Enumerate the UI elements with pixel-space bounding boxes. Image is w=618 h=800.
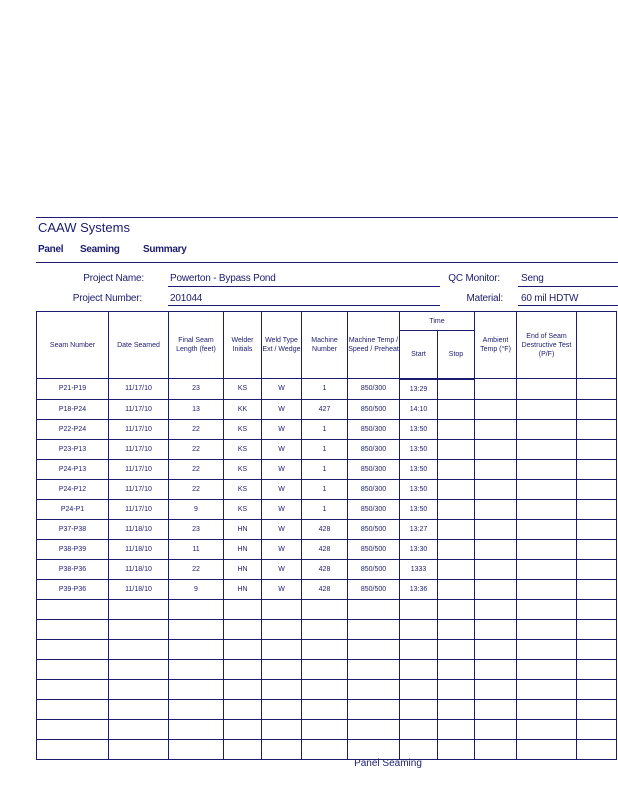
table-cell — [37, 659, 109, 679]
table-cell — [475, 379, 517, 400]
footer-label: Panel Seaming — [354, 758, 422, 769]
table-cell — [475, 519, 517, 539]
table-cell: 850/500 — [348, 399, 400, 419]
project-number-value: 201044 — [170, 293, 203, 304]
table-cell — [438, 479, 475, 499]
table-cell: KS — [224, 379, 262, 400]
table-cell — [37, 619, 109, 639]
table-cell — [517, 619, 577, 639]
table-cell: W — [262, 519, 302, 539]
table-cell — [517, 539, 577, 559]
table-cell — [109, 699, 169, 719]
table-cell — [262, 739, 302, 759]
table-cell — [262, 699, 302, 719]
table-cell — [109, 639, 169, 659]
table-cell: 23 — [169, 519, 224, 539]
table-cell: KK — [224, 399, 262, 419]
field-underline — [518, 305, 618, 306]
table-row — [37, 739, 617, 759]
table-cell — [517, 579, 577, 599]
header-empty — [577, 312, 617, 379]
table-cell — [400, 679, 438, 699]
table-cell — [577, 579, 617, 599]
project-name-label: Project Name: — [83, 273, 144, 284]
table-cell — [517, 699, 577, 719]
table-cell — [577, 419, 617, 439]
table-cell: KS — [224, 439, 262, 459]
table-cell: W — [262, 399, 302, 419]
table-cell — [438, 639, 475, 659]
table-cell: 1 — [302, 459, 348, 479]
table-cell — [517, 719, 577, 739]
table-cell: P22-P24 — [37, 419, 109, 439]
table-cell: 13 — [169, 399, 224, 419]
table-cell: 11/17/10 — [109, 459, 169, 479]
project-number-label: Project Number: — [72, 293, 142, 304]
table-cell — [577, 739, 617, 759]
table-cell: W — [262, 539, 302, 559]
report-subtitle — [38, 244, 186, 255]
table-cell — [475, 599, 517, 619]
table-cell: P23-P13 — [37, 439, 109, 459]
table-cell: 1 — [302, 479, 348, 499]
table-cell — [475, 739, 517, 759]
table-cell — [302, 719, 348, 739]
table-cell — [348, 699, 400, 719]
header-length: Final Seam Length (feet) — [169, 312, 224, 379]
table-cell: 13:29 — [400, 379, 438, 400]
table-cell — [109, 599, 169, 619]
table-row — [37, 479, 617, 499]
project-name-value: Powerton - Bypass Pond — [170, 273, 276, 284]
table-cell — [262, 599, 302, 619]
table-cell — [438, 519, 475, 539]
table-cell: 11/17/10 — [109, 499, 169, 519]
table-cell — [169, 619, 224, 639]
table-cell — [169, 639, 224, 659]
table-cell: HN — [224, 579, 262, 599]
table-cell — [400, 639, 438, 659]
table-cell: 850/300 — [348, 479, 400, 499]
qc-monitor-value: Seng — [521, 273, 544, 284]
header-start: Start — [400, 331, 438, 379]
table-cell — [438, 679, 475, 699]
table-cell — [348, 719, 400, 739]
table-cell — [37, 739, 109, 759]
table-cell — [577, 479, 617, 499]
table-cell — [262, 719, 302, 739]
table-cell: 850/300 — [348, 459, 400, 479]
table-cell — [302, 599, 348, 619]
table-cell — [577, 699, 617, 719]
table-cell — [262, 619, 302, 639]
table-cell: 1 — [302, 379, 348, 400]
table-cell: HN — [224, 539, 262, 559]
table-cell: HN — [224, 519, 262, 539]
table-cell: P21-P19 — [37, 379, 109, 400]
table-cell: 13:27 — [400, 519, 438, 539]
material-label: Material: — [466, 293, 503, 304]
subtitle-word: Panel — [38, 244, 64, 255]
table-cell — [224, 619, 262, 639]
table-cell — [438, 439, 475, 459]
table-cell: 13:50 — [400, 419, 438, 439]
table-cell: 11/18/10 — [109, 559, 169, 579]
table-row — [37, 519, 617, 539]
table-cell — [577, 539, 617, 559]
table-cell — [438, 539, 475, 559]
table-cell: 428 — [302, 539, 348, 559]
table-cell: 850/300 — [348, 499, 400, 519]
table-row — [37, 599, 617, 619]
table-cell — [224, 599, 262, 619]
table-cell: 22 — [169, 419, 224, 439]
table-cell — [577, 499, 617, 519]
table-row — [37, 579, 617, 599]
table-cell: 13:50 — [400, 439, 438, 459]
table-cell — [400, 699, 438, 719]
table-row — [37, 459, 617, 479]
table-cell — [224, 639, 262, 659]
table-cell — [475, 659, 517, 679]
table-cell — [262, 639, 302, 659]
table-cell: 9 — [169, 579, 224, 599]
table-cell — [577, 679, 617, 699]
table-cell: 850/500 — [348, 519, 400, 539]
header-seam-number: Seam Number — [37, 312, 109, 379]
table-cell — [438, 419, 475, 439]
table-cell — [438, 579, 475, 599]
seaming-table — [36, 311, 617, 760]
company-name: CAAW Systems — [38, 220, 130, 235]
table-cell — [517, 519, 577, 539]
table-cell: P24-P12 — [37, 479, 109, 499]
material-value: 60 mil HDTW — [521, 293, 579, 304]
table-cell: P38-P39 — [37, 539, 109, 559]
table-cell — [224, 659, 262, 679]
table-row — [37, 499, 617, 519]
table-row — [37, 699, 617, 719]
table-cell — [475, 619, 517, 639]
table-cell: 850/500 — [348, 539, 400, 559]
table-cell — [348, 739, 400, 759]
table-cell — [438, 599, 475, 619]
table-cell — [517, 499, 577, 519]
table-cell — [109, 719, 169, 739]
table-cell: 22 — [169, 479, 224, 499]
table-cell: KS — [224, 499, 262, 519]
table-cell: KS — [224, 459, 262, 479]
header-time: Time — [400, 312, 475, 331]
table-cell — [577, 559, 617, 579]
table-cell — [517, 599, 577, 619]
table-cell: 428 — [302, 579, 348, 599]
table-cell — [475, 699, 517, 719]
table-cell — [577, 459, 617, 479]
table-cell — [475, 459, 517, 479]
table-row — [37, 439, 617, 459]
table-cell — [400, 619, 438, 639]
table-cell: 13:50 — [400, 459, 438, 479]
table-cell — [109, 659, 169, 679]
table-cell — [224, 679, 262, 699]
table-cell — [475, 559, 517, 579]
header-machine-number: Machine Number — [302, 312, 348, 379]
table-cell — [438, 379, 475, 400]
table-row — [37, 619, 617, 639]
table-cell: W — [262, 579, 302, 599]
table-cell: 850/300 — [348, 439, 400, 459]
table-cell: 11/17/10 — [109, 419, 169, 439]
table-cell — [517, 559, 577, 579]
table-cell — [262, 679, 302, 699]
table-cell: 850/500 — [348, 579, 400, 599]
table-cell: 1 — [302, 499, 348, 519]
table-cell: 22 — [169, 459, 224, 479]
table-cell — [475, 579, 517, 599]
table-cell — [438, 499, 475, 519]
table-cell — [438, 719, 475, 739]
table-cell — [475, 539, 517, 559]
table-cell: W — [262, 419, 302, 439]
table-cell: 13:36 — [400, 579, 438, 599]
table-cell — [302, 679, 348, 699]
table-cell: 850/300 — [348, 419, 400, 439]
table-cell — [517, 659, 577, 679]
header-date: Date Seamed — [109, 312, 169, 379]
table-cell: 22 — [169, 439, 224, 459]
table-cell: 428 — [302, 559, 348, 579]
top-rule — [36, 217, 618, 218]
table-cell — [400, 739, 438, 759]
table-cell: 427 — [302, 399, 348, 419]
table-cell — [169, 659, 224, 679]
table-cell — [109, 739, 169, 759]
table-cell — [517, 419, 577, 439]
table-cell — [109, 619, 169, 639]
table-cell — [475, 399, 517, 419]
table-cell: 1 — [302, 419, 348, 439]
table-cell — [577, 439, 617, 459]
table-cell — [517, 399, 577, 419]
table-cell — [438, 459, 475, 479]
table-row — [37, 659, 617, 679]
table-cell: 850/500 — [348, 559, 400, 579]
table-cell: 22 — [169, 559, 224, 579]
table-cell — [348, 639, 400, 659]
table-cell: 13:50 — [400, 499, 438, 519]
table-cell — [169, 739, 224, 759]
table-cell — [475, 679, 517, 699]
table-cell: KS — [224, 419, 262, 439]
table-cell — [577, 519, 617, 539]
table-cell — [475, 479, 517, 499]
table-cell — [438, 699, 475, 719]
table-cell: W — [262, 479, 302, 499]
table-cell: 13:50 — [400, 479, 438, 499]
table-cell: W — [262, 499, 302, 519]
table-cell: 13:30 — [400, 539, 438, 559]
table-row — [37, 679, 617, 699]
table-cell — [517, 459, 577, 479]
table-cell — [37, 599, 109, 619]
table-cell: 11/17/10 — [109, 439, 169, 459]
qc-monitor-label: QC Monitor: — [448, 273, 500, 284]
table-row — [37, 719, 617, 739]
table-cell — [169, 719, 224, 739]
table-cell — [517, 479, 577, 499]
table-cell: HN — [224, 559, 262, 579]
table-cell: 11/18/10 — [109, 539, 169, 559]
table-cell — [517, 639, 577, 659]
header-ambient: Ambient Temp (°F) — [475, 312, 517, 379]
table-cell: P38-P36 — [37, 559, 109, 579]
table-cell: P18-P24 — [37, 399, 109, 419]
table-row — [37, 419, 617, 439]
table-cell — [475, 419, 517, 439]
table-cell: 11/18/10 — [109, 519, 169, 539]
table-cell — [517, 739, 577, 759]
table-cell — [302, 619, 348, 639]
table-cell — [302, 659, 348, 679]
table-cell — [577, 619, 617, 639]
table-cell: 850/300 — [348, 379, 400, 400]
table-cell: 11/17/10 — [109, 399, 169, 419]
table-cell — [37, 699, 109, 719]
table-cell — [577, 659, 617, 679]
table-cell — [475, 499, 517, 519]
table-cell — [348, 599, 400, 619]
table-cell: 1 — [302, 439, 348, 459]
table-cell: 23 — [169, 379, 224, 400]
table-cell — [348, 619, 400, 639]
table-cell — [37, 639, 109, 659]
table-cell — [438, 619, 475, 639]
table-cell — [169, 679, 224, 699]
table-cell: 11 — [169, 539, 224, 559]
table-cell: W — [262, 439, 302, 459]
table-cell — [577, 599, 617, 619]
table-cell — [438, 659, 475, 679]
table-row — [37, 399, 617, 419]
table-cell: P39-P36 — [37, 579, 109, 599]
table-cell — [475, 719, 517, 739]
table-cell: 428 — [302, 519, 348, 539]
table-cell — [169, 599, 224, 619]
table-cell: 11/17/10 — [109, 479, 169, 499]
subtitle-word: Seaming — [80, 244, 120, 255]
table-cell — [348, 679, 400, 699]
table-cell: P24-P13 — [37, 459, 109, 479]
table-cell: 11/18/10 — [109, 579, 169, 599]
table-cell: W — [262, 379, 302, 400]
header-stop: Stop — [438, 331, 475, 379]
table-cell — [224, 739, 262, 759]
table-cell — [438, 739, 475, 759]
table-cell — [517, 439, 577, 459]
header-machine-temp: Machine Temp / Speed / Preheat — [348, 312, 400, 379]
table-row — [37, 379, 617, 400]
table-cell: P24-P1 — [37, 499, 109, 519]
table-cell — [302, 739, 348, 759]
table-cell — [224, 719, 262, 739]
table-cell — [348, 659, 400, 679]
subtitle-word: Summary — [143, 244, 187, 255]
table-cell — [577, 719, 617, 739]
table-cell — [400, 719, 438, 739]
table-cell — [517, 679, 577, 699]
table-cell — [577, 639, 617, 659]
table-cell — [475, 639, 517, 659]
field-underline — [518, 286, 618, 287]
table-row — [37, 539, 617, 559]
table-cell — [37, 679, 109, 699]
table-cell — [438, 399, 475, 419]
field-underline — [168, 305, 440, 306]
table-cell — [169, 699, 224, 719]
table-cell: 1333 — [400, 559, 438, 579]
table-cell: W — [262, 459, 302, 479]
table-cell — [517, 379, 577, 400]
table-cell — [577, 399, 617, 419]
table-cell: P37-P38 — [37, 519, 109, 539]
table-row — [37, 559, 617, 579]
table-cell — [400, 599, 438, 619]
table-cell — [475, 439, 517, 459]
table-cell: 14:10 — [400, 399, 438, 419]
table-cell — [302, 639, 348, 659]
header-destructive: End of Seam Destructive Test (P/F) — [517, 312, 577, 379]
subtitle-rule — [36, 262, 618, 263]
table-cell — [224, 699, 262, 719]
field-underline — [168, 286, 440, 287]
header-welder: Welder Initials — [224, 312, 262, 379]
table-cell — [109, 679, 169, 699]
table-cell — [302, 699, 348, 719]
table-cell: KS — [224, 479, 262, 499]
table-cell — [262, 659, 302, 679]
table-cell — [400, 659, 438, 679]
table-cell: W — [262, 559, 302, 579]
table-row — [37, 639, 617, 659]
table-cell: 9 — [169, 499, 224, 519]
table-cell — [37, 719, 109, 739]
table-cell — [438, 559, 475, 579]
table-cell: 11/17/10 — [109, 379, 169, 400]
header-weld-type: Weld Type Ext / Wedge — [262, 312, 302, 379]
table-cell — [577, 379, 617, 400]
